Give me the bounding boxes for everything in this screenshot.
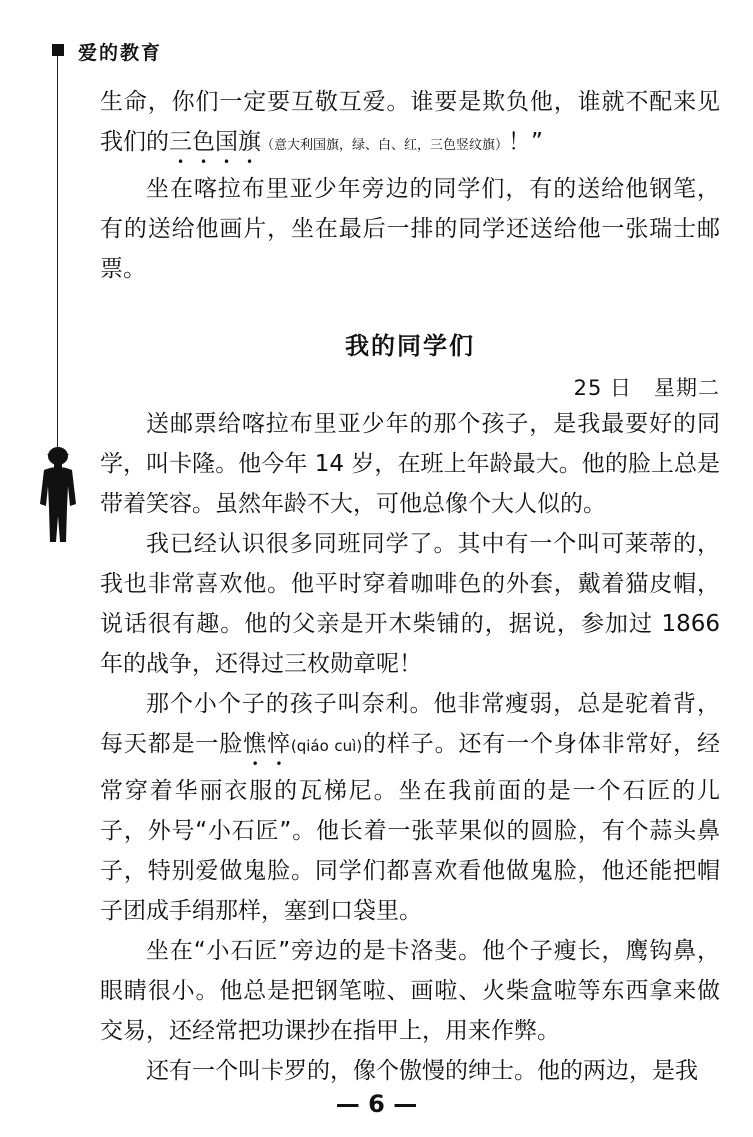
- text-span: ！”: [508, 129, 543, 155]
- paragraph: 坐在喀拉布里亚少年旁边的同学们，有的送给他钢笔，有的送给他画片，坐在最后一排的同学还送给他一张瑞士邮票。: [100, 176, 720, 282]
- continued-text: [100, 82, 720, 289]
- text-span: 那个小个子的孩子叫奈利。他非常瘦弱，总是驼着背，每天都是一脸: [100, 691, 720, 757]
- pinyin-note: (qiáo cuì): [290, 737, 363, 755]
- paragraph: [100, 82, 720, 169]
- paragraph: [100, 684, 720, 931]
- chapter-body: [100, 404, 720, 1091]
- chapter-date: 25 日 星期二: [573, 376, 720, 400]
- emphasized-term: 三色国旗: [169, 129, 261, 155]
- paragraph: 我已经认识很多同班同学了。其中有一个叫可莱蒂的，我也非常喜欢他。他平时穿着咖啡色的外套，戴着猫皮帽，说话很有趣。他的父亲是开木柴铺的，据说，参加过 1866 年的战争，还得过三枚勋章呢！: [100, 531, 720, 677]
- header-square-icon: [52, 44, 64, 56]
- paragraph: 还有一个叫卡罗的，像个傲慢的绅士。他的两边，是我: [146, 1058, 698, 1084]
- paragraph: 送邮票给喀拉布里亚少年的那个孩子，是我最要好的同学，叫卡隆。他今年 14 岁，在班上年龄最大。他的脸上总是带着笑容。虽然年龄不大，可他总像个大人似的。: [100, 411, 720, 517]
- chapter-title: 我的同学们: [345, 332, 475, 360]
- running-header: 爱的教育: [78, 42, 163, 64]
- paragraph: 坐在“小石匠”旁边的是卡洛斐。他个子瘦长，鹰钩鼻，眼睛很小。他总是把钢笔啦、画啦、火柴盒啦等东西拿来做交易，还经常把功课抄在指甲上，用来作弊。: [100, 938, 720, 1044]
- text-span: 的样子。还有一个身体非常好，经常穿着华丽衣服的瓦梯尼。坐在我前面的是一个石匠的儿子，外号“小石匠”。他长着一张苹果似的圆脸，有个蒜头鼻子，特别爱做鬼脸。同学们都喜欢看他做鬼脸，他还能把帽子团成手绢那样，塞到口袋里。: [100, 731, 721, 924]
- annotation-note: （意大利国旗，绿、白、红，三色竖纹旗）: [261, 138, 509, 153]
- margin-rule: [57, 56, 58, 451]
- emphasized-term: 憔悴: [243, 731, 291, 757]
- text-span: 生命，你们一定要互敬互爱。谁要是欺负他，谁就不配来见我们的: [100, 89, 720, 155]
- child-silhouette-icon: [34, 446, 82, 546]
- page-number: — 6 —: [335, 1090, 418, 1118]
